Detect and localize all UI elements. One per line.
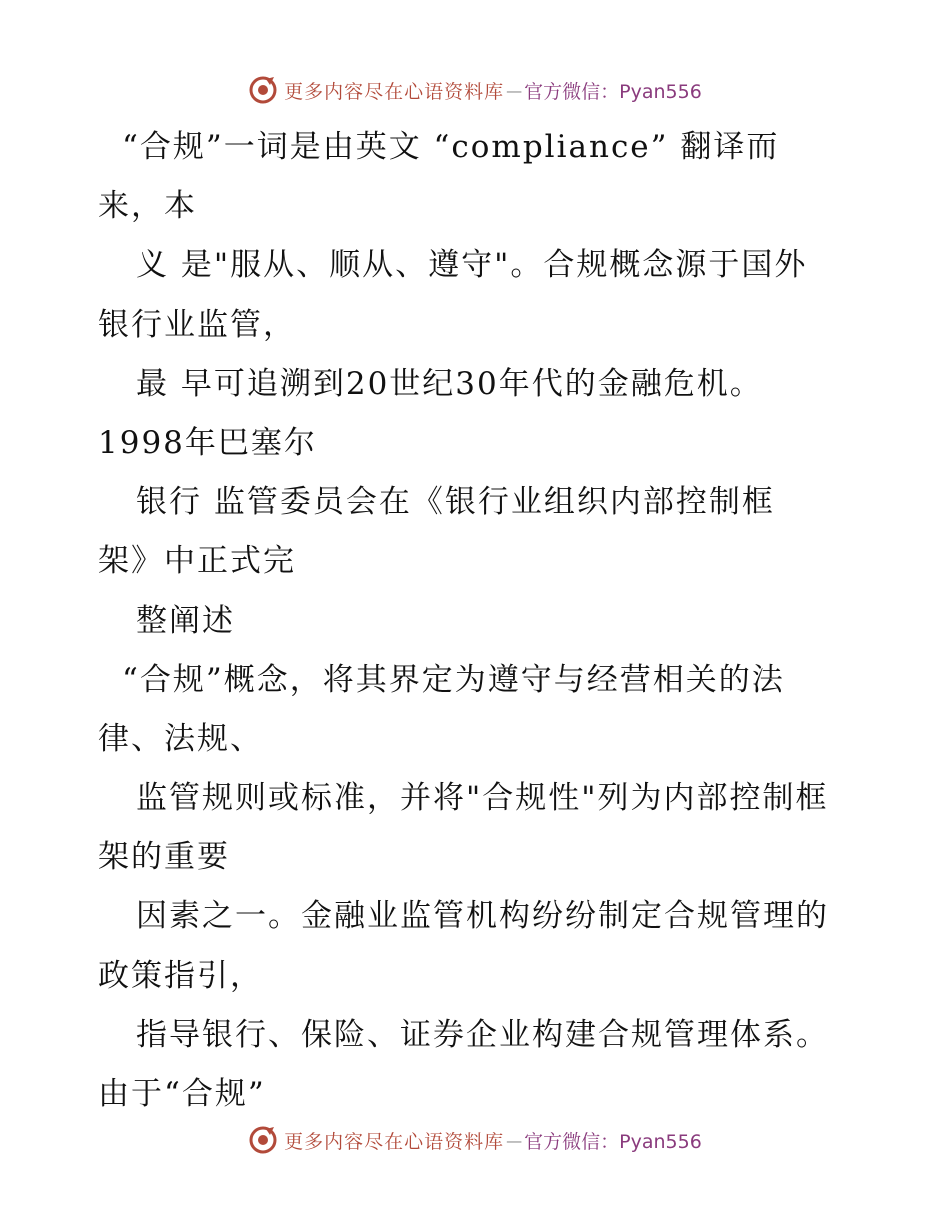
text-line: “合规”概念，将其界定为遵守与经营相关的法 [122, 661, 785, 698]
watermark-text: 更多内容尽在心语资料库 [284, 80, 505, 103]
watermark-text: 更多内容尽在心语资料库 [284, 1130, 505, 1153]
text-line: 1998年巴塞尔 [98, 424, 317, 461]
text-line: 因素之一。金融业监管机构纷纷制定合规管理的 [136, 898, 829, 935]
text-line: 整阐述 [136, 602, 235, 639]
quill-seal-icon [248, 1125, 278, 1155]
text-line: 义 是"服从、顺从、遵守"。合规概念源于国外 [136, 247, 808, 284]
text-line: 架的重要 [98, 839, 230, 876]
text-line: 指导银行、保险、证券企业构建合规管理体系。 [136, 1016, 829, 1053]
text-line: 律、法规、 [98, 720, 263, 757]
text-line: 政策指引， [98, 957, 263, 994]
quill-seal-icon [248, 75, 278, 105]
text-line: 由于“合规” [98, 1076, 266, 1112]
footer-watermark [0, 1120, 950, 1160]
watermark-separator: — [506, 1130, 523, 1150]
text-line: 来，本 [98, 188, 197, 225]
document-body [98, 118, 858, 1124]
text-line: 监管规则或标准，并将"合规性"列为内部控制框 [136, 780, 829, 817]
text-line: 银行 监管委员会在《银行业组织内部控制框 [136, 484, 775, 521]
header-watermark [0, 70, 950, 110]
text-line: 最 早可追溯到20世纪30年代的金融危机。 [136, 365, 763, 402]
watermark-contact: 官方微信：Pyan556 [524, 80, 702, 103]
watermark-separator: — [506, 80, 523, 100]
text-line: 银行业监管， [98, 306, 296, 343]
watermark-contact: 官方微信：Pyan556 [524, 1130, 702, 1153]
text-line: “合规”一词是由英文 “compliance” 翻译而 [122, 129, 780, 165]
text-line: 架》中正式完 [98, 543, 296, 580]
